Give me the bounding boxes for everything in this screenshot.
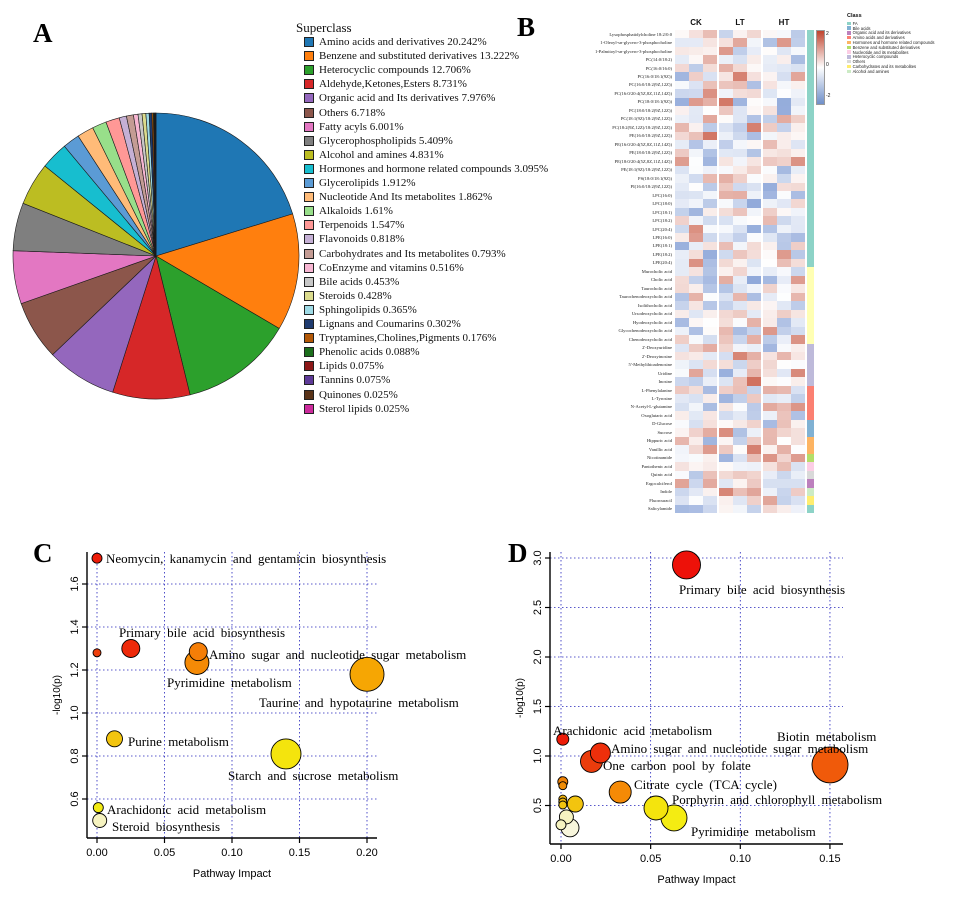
heatmap-row-label: 2'-Deoxyinosine <box>641 353 672 359</box>
legend-label: Sphingolipids 0.365% <box>319 303 417 316</box>
x-tick-label: 0.15 <box>819 853 841 865</box>
heatmap-row-label: Isolithocholic acid <box>637 302 672 308</box>
heatmap-row-label: Hyodeoxycholic acid <box>632 319 672 325</box>
heatmap-row-label: Uridine <box>657 370 672 376</box>
pathway-annotation: Pyrimidine metabolism <box>691 824 816 839</box>
heatmap-row-label: PC(18:0/18:2(9Z,12Z)) <box>629 107 672 113</box>
pathway-annotation: One carbon pool by folate <box>603 758 751 773</box>
heatmap-row-label: PC(16:0/16:0) <box>645 65 672 71</box>
heatmap-row-label: D-Glucose <box>652 421 672 427</box>
legend-label: Others 6.718% <box>319 106 385 119</box>
legend-label: Phenolic acids 0.088% <box>319 346 420 359</box>
class-legend-label: Others <box>852 59 866 65</box>
class-legend-label: Benzene and substituted derivatives <box>852 44 920 50</box>
y-axis-title: -log10(p) <box>52 674 63 716</box>
legend-label: Fatty acyls 6.001% <box>319 120 404 133</box>
legend-label: Aldehyde,Ketones,Esters 8.731% <box>319 78 467 91</box>
legend-label: Glycerophospholipids 5.409% <box>319 134 453 147</box>
heatmap-row-label: Ursodeoxycholic acid <box>631 311 672 317</box>
heatmap-group-header: CK <box>690 18 702 27</box>
heatmap-row-label: LPC(18:0) <box>652 201 672 207</box>
heatmap-row-label: PI(16:0/18:2(9Z,12Z)) <box>630 184 672 190</box>
pathway-bubble <box>609 781 631 803</box>
heatmap-row-label: PE(16:0/20:4(5Z,8Z,11Z,14Z)) <box>614 141 672 147</box>
heatmap-group-header: HT <box>778 18 790 27</box>
heatmap-row-label: Cholic acid <box>650 277 672 283</box>
heatmap-row-label: Pantothenic acid <box>641 463 672 469</box>
class-legend-label: Organic acid and its derivatives <box>852 30 911 36</box>
legend-label: Organic acid and Its derivatives 7.976% <box>319 92 496 105</box>
pathway-bubble <box>559 782 567 790</box>
pathway-annotation: Pyrimidine metabolism <box>167 675 292 690</box>
heatmap-row-label: Chenodeoxycholic acid <box>628 336 672 342</box>
panel-a-label: A <box>33 18 53 48</box>
heatmap-row-label: PC(16:0/18:2(9Z,12Z)) <box>629 82 672 88</box>
x-tick-label: 0.10 <box>221 847 243 859</box>
heatmap-row-label: PE(18:0/20:4(5Z,8Z,11Z,14Z)) <box>614 158 672 164</box>
legend-label: Benzene and substituted derivatives 13.222% <box>319 50 520 63</box>
pathway-annotation: Steroid biosynthesis <box>112 819 221 834</box>
heatmap-row-label: LPC(20:4) <box>652 226 672 232</box>
legend-label: Lignans and Coumarins 0.302% <box>319 318 461 330</box>
colorbar-tick-label: 2 <box>826 31 829 37</box>
class-legend-label: Amino acids and derivatives <box>852 35 905 41</box>
legend-label: Steroids 0.428% <box>319 289 392 302</box>
heatmap-class-legend-title: Class <box>847 13 862 19</box>
y-axis-title: -log10(p) <box>515 677 526 719</box>
legend-label: Flavonoids 0.818% <box>319 233 405 246</box>
heatmap-row-label: Salicylamide <box>648 506 672 512</box>
class-legend-label: Carbohydrates and its metabolites <box>852 63 917 69</box>
pathway-annotation: Starch and sucrose metabolism <box>228 768 399 783</box>
heatmap-row-label: 1-Oleoyl-sn-glycero-3-phosphocholine <box>600 40 672 46</box>
x-tick-label: 0.20 <box>356 847 378 859</box>
heatmap-row-label: PC(18:1(9Z)/18:2(9Z,12Z)) <box>620 116 672 122</box>
legend-label: Quinones 0.025% <box>319 388 398 401</box>
y-tick-label: 3.0 <box>532 550 544 566</box>
y-tick-label: 0.6 <box>69 791 81 807</box>
y-tick-label: 1.5 <box>532 698 544 715</box>
heatmap-row-label: LPE(20:4) <box>652 260 672 266</box>
heatmap-row-label: L-Phenylalanine <box>641 387 672 393</box>
heatmap-row-label: N-Acetyl-L-glutamine <box>630 404 672 410</box>
y-tick-label: 2.5 <box>532 599 544 616</box>
pathway-annotation: Neomycin, kanamycin and gentamicin biosynthesis <box>106 551 387 566</box>
y-tick-label: 0.5 <box>532 797 544 814</box>
pathway-annotation: Amino sugar and nucleotide sugar metabolism <box>611 741 869 756</box>
heatmap-row-label: 2'-Deoxyuridine <box>642 345 672 351</box>
legend-label: Tannins 0.075% <box>319 374 391 387</box>
legend-label: Glycerolipids 1.912% <box>319 177 416 189</box>
legend-label: Amino acids and derivatives 20.242% <box>319 36 487 48</box>
heatmap-row-label: LPC(18:2) <box>652 218 672 224</box>
legend-label: Nucleotide And Its metabolites 1.862% <box>319 191 493 204</box>
pathway-annotation: Primary bile acid biosynthesis <box>119 625 286 640</box>
heatmap-row-label: PC(16:0/18:1(9Z)) <box>637 74 672 79</box>
y-tick-label: 1.6 <box>69 576 81 592</box>
heatmap-row-label: LPE(18:2) <box>652 251 672 257</box>
heatmap-row-label: PS(18:0/18:1(9Z)) <box>638 175 672 181</box>
heatmap-row-label: Fluorouracil <box>649 497 672 503</box>
colorbar-tick-label: -2 <box>826 93 831 99</box>
pathway-annotation: Biotin metabolism <box>777 729 877 744</box>
heatmap-row-label: PC(16:0/20:4(5Z,8Z,11Z,14Z)) <box>614 90 672 96</box>
heatmap-row-label: Nicotinamide <box>646 455 672 461</box>
heatmap-row-label: Oxoglutaric acid <box>641 412 672 418</box>
class-legend-label: Nucleotide and its metabolites <box>852 49 909 55</box>
legend-label: Terpenoids 1.547% <box>319 219 405 232</box>
heatmap-row-label: 1-Palmitoyl-sn-glycero-3-phosphocholine <box>594 48 672 54</box>
pathway-bubble <box>567 796 583 812</box>
heatmap-row-label: PE(16:0/18:2(9Z,12Z)) <box>629 133 672 139</box>
heatmap-row-label: Murocholic acid <box>641 268 672 274</box>
x-tick-label: 0.00 <box>86 847 108 859</box>
pathway-annotation: Arachidonic acid metabolism <box>553 723 713 738</box>
pathway-bubble <box>644 796 668 820</box>
legend-label: Hormones and hormone related compounds 3.095% <box>319 162 549 175</box>
legend-label: CoEnzyme and vitamins 0.516% <box>319 261 464 274</box>
x-tick-label: 0.10 <box>729 853 752 865</box>
heatmap-row-label: Vanillic acid <box>648 446 672 452</box>
pathway-annotation: Arachidonic acid metabolism <box>107 802 267 817</box>
heatmap-row-label: PE(18:1(9Z)/18:2(9Z,12Z)) <box>621 167 672 173</box>
x-tick-label: 0.05 <box>639 853 662 865</box>
y-tick-label: 1.4 <box>69 619 81 635</box>
y-tick-label: 1.0 <box>69 705 81 721</box>
class-legend-label: Bile acids <box>852 25 871 31</box>
legend-label: Bile acids 0.453% <box>319 275 400 288</box>
pathway-annotation: Primary bile acid biosynthesis <box>679 582 846 597</box>
x-tick-label: 0.05 <box>153 847 176 859</box>
heatmap-row-label: Taurochenodeoxycholic acid <box>619 294 672 300</box>
heatmap-row-label: PE(18:0/18:2(9Z,12Z)) <box>629 150 672 156</box>
class-legend-label: FA <box>852 20 858 26</box>
legend-label: Sterol lipids 0.025% <box>319 402 410 415</box>
panel-b-label: B <box>517 12 536 42</box>
heatmap-row-label: Ergocalciferol <box>645 480 672 486</box>
y-tick-label: 1.2 <box>69 662 81 678</box>
heatmap-row-label: PC(18:0/18:1(9Z)) <box>637 99 672 105</box>
heatmap-row-label: Sucrose <box>657 429 672 435</box>
legend-label: Alcohol and amines 4.831% <box>319 148 444 161</box>
heatmap-row-label: 5'-Methylthioadenosine <box>628 362 672 368</box>
legend-label: Tryptamines,Cholines,Pigments 0.176% <box>319 332 497 345</box>
x-tick-label: 0.00 <box>550 853 572 865</box>
x-axis-title: Pathway Impact <box>192 868 272 880</box>
heatmap-row-label: Quinic acid <box>650 472 672 478</box>
panel-d-label: D <box>508 538 528 568</box>
heatmap-row-label: Inosine <box>658 379 672 385</box>
heatmap-row-label: Glycochenodeoxycholic acid <box>618 328 672 334</box>
pathway-bubble <box>673 551 701 579</box>
superclass-legend-title: Superclass <box>296 20 352 35</box>
heatmap-row-label: Indole <box>660 489 672 495</box>
pathway-annotation: Taurine and hypotaurine metabolism <box>259 695 459 710</box>
heatmap-row-label: Lysophosphatidylcholine 18:2/0:0 <box>609 31 672 37</box>
heatmap-row-label: L-Tyrosine <box>651 396 672 401</box>
pathway-annotation: Porphyrin and chlorophyll metabolism <box>672 792 883 807</box>
heatmap-group-header: LT <box>735 18 745 27</box>
pathway-bubble <box>559 801 567 809</box>
pathway-annotation: Citrate cycle (TCA cycle) <box>634 777 777 792</box>
pathway-bubble <box>556 820 566 830</box>
pathway-annotation: Amino sugar and nucleotide sugar metabolism <box>209 647 467 662</box>
heatmap-row-label: LPC(18:1) <box>652 209 672 215</box>
class-legend-label: Hormones and hormone related compounds <box>852 39 935 45</box>
legend-label: Carbohydrates and Its metabolites 0.793% <box>319 247 506 260</box>
y-tick-label: 2.0 <box>532 649 544 665</box>
legend-label: Alkaloids 1.61% <box>319 205 393 218</box>
legend-label: Heterocyclic compounds 12.706% <box>319 64 471 77</box>
heatmap-row-label: Hippuric acid <box>646 438 672 444</box>
heatmap-row-label: PC(18:2(9Z,12Z)/18:2(9Z,12Z)) <box>612 124 672 130</box>
legend-label: Lipids 0.075% <box>319 360 384 373</box>
y-tick-label: 0.8 <box>69 748 81 764</box>
heatmap-row-label: Taurocholic acid <box>641 285 672 291</box>
y-tick-label: 1.0 <box>532 748 544 764</box>
panel-c-label: C <box>33 538 53 568</box>
heatmap-row-label: LPE(18:1) <box>652 243 672 249</box>
heatmap-row-label: LPC(16:0) <box>652 192 672 198</box>
x-tick-label: 0.15 <box>288 847 311 859</box>
heatmap-row-label: PC(14:0/18:2) <box>645 57 672 63</box>
heatmap-row-label: LPE(16:0) <box>652 235 672 240</box>
pathway-annotation: Purine metabolism <box>128 734 229 749</box>
x-axis-title: Pathway Impact <box>657 874 736 886</box>
colorbar-tick-label: 0 <box>826 62 829 68</box>
class-legend-label: Heterocyclic compounds <box>852 54 899 60</box>
class-legend-label: Alcohol and amines <box>852 68 890 74</box>
